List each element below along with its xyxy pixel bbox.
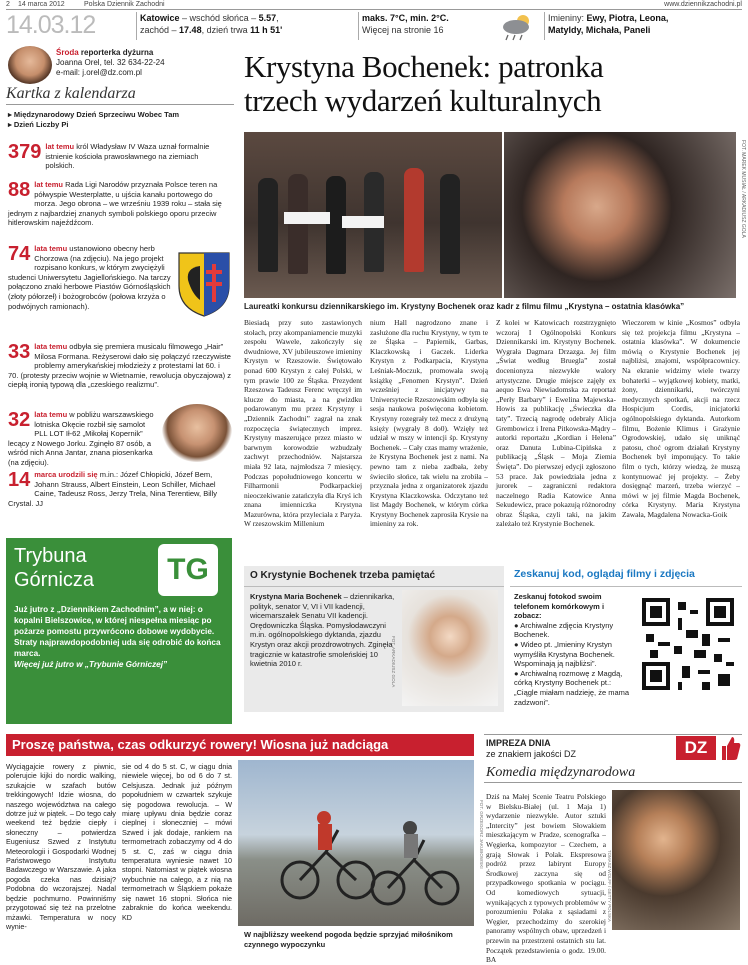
trybuna-box[interactable] xyxy=(6,538,232,724)
chorzow-coat-of-arms xyxy=(176,250,232,318)
trybuna-title: Trybuna Górnicza xyxy=(14,545,95,591)
article-column: Wieczorem w kinie „Kosmos” odbyła się też projekcja filmu „Krystyna – ostatnia klasówka”. W dokumencie mówią o Krystynie Bochenek jej najbliżsi, znajomi, współpracownicy. Na ekranie widzimy wiele twarzy bohaterki – wyjątkowej kobiety, matki, żony, dziennikarki, twórczyni medycznych spotkań, akcji na rzecz Hospicjum Cordis, inicjatorki ogólnopolskiego dyktanda. Autorkom filmu, Bożenie Klimus i Grażynie Ogrodowskiej, udało się uniknąć patosu, choć ogrom działań Krystyny Bochenek był imponujący. To takie film o tych, którzy wiedzą, że muszą kontynuować jej projekty. – Żeby dosięgnąć marzeń, trzeba wierzyć – mówi w jej filmie Magda Bochenek, córka Krystyny. Maria Krystyna Zawała, Magdalena Nowacka-Goik xyxy=(622,318,740,519)
bikes-caption: W najbliższy weekend pogoda będzie sprzyjać miłośnikom czynnego wypoczynku xyxy=(244,930,453,949)
date-big: 14.03.12 xyxy=(6,11,96,39)
namedays: Imieniny: Ewy, Piotra, Leona, Matyldy, Michała, Paneli xyxy=(548,13,669,35)
cloud-rain-icon xyxy=(496,12,538,42)
duty-reporter: Środa reporterka dyżurna Joanna Orel, tel. 32 634-22-24 e-mail: j.orel@dz.com.pl xyxy=(56,48,165,77)
article-column: nium Hall nagrodzono znane i zasłużone dla ruchu Krystyny, w tym te ze Śląska – Papiernik, Garbas, Klaczkowską i Gaczek. Liderka Krystyn z Podkarpacia, Krystyna Leśniak-Moczuk, promowała swoją książkę „Fenomen Krystyn”. Dzień wcześniej z inicjatywy na Uniwersytecie Rzeszowskim odbyła się sesja naukowa poświęcona kobietom. Krystyny rozegrały też mecz z drużyną księży (wygrały 8 do0). Wzięły też udział w mszy w intencji śp. Krystyny Bochenek. – Cały czas mamy wrażenie, że Krystyna Bochenek jest z nami. Na pewno tam z nieba zadbała, żeby świeciło słońce, tak wielu na zrobiła – przyznała jedna z organizatorek zjazdu Krystyna Klaczkowska. Odczytano też list Magdy Bochenek, w którym córka Krystyny Bochenek zaprosiła Krysie na imieniny za rok. xyxy=(370,318,488,529)
qr-title: Zeskanuj kod, oglądaj filmy i zdjęcia xyxy=(514,568,695,580)
film-frame-photo xyxy=(504,132,736,298)
calendar-item: 33 lata temu odbyła się premiera musicalu filmowego „Hair” Milosa Formana. Reżyserowi dało się połączyć rzeczywiste problemy amerykańskiej młodzieży z protestami lat 60. i 70. (protesty przeciw wojnie w Wietnamie, rewolucja obyczajowa) z ciepłą ironią typową dla „czeskiego realizmu”. xyxy=(8,341,232,390)
calendar-item: 32 lata temu w pobliżu warszawskiego lotniska Okęcie rozbił się samolot PLL LOT Ił-62 „Mikołaj Kopernik” lecący z Nowego Jorku. Zginęło 87 osób, a wśród nich Anna Jantar, znana piosenkarka (na zdjęciu). xyxy=(8,409,154,467)
thumbs-up-icon xyxy=(718,734,742,762)
trybuna-logo: TG xyxy=(158,544,218,596)
remember-credit: FOT. ARKADIUSZ GOLA xyxy=(391,636,396,688)
impreza-text: Dziś na Małej Scenie Teatru Polskiego w Bielsku-Białej (ul. 1 Maja 1) wydarzenie niezwykłe. Autor sztuki „Intercity” jest bowiem Słowakiem mieszkającym w Pradze, scenografka – Węgierka, kompozytor – Czechem, a grają Słowak i Polak. Ekspresowa podróż przez labirynt Europy Środkowej zaczyna się od przypadkowego spotkania w pociągu. Od komediowych sytuacji, wynikających z typowych problemów w porozumieniu Polaka z sąsiadami z Węgier, przechodzimy do szerokiej panoramy wspólnych obaw, uprzedzeń i przewin na przestrzeni ostatnich stu lat. Początek przedstawienia o godz. 19.00. BA xyxy=(486,792,606,965)
qr-box xyxy=(510,566,742,712)
reporter-photo xyxy=(8,46,52,84)
impreza-credit: TOMASZ WOLFF / GETTY POLSKA xyxy=(607,850,612,922)
page-date: 14 marca 2012 xyxy=(18,1,65,8)
bikes-credit: FOT. GRZEGORZ JAKUBOWSKI xyxy=(479,800,484,869)
remember-text: Krystyna Maria Bochenek – dziennikarka, polityk, senator V, VI i VII kadencji, wicemarszałek Senatu VII kadencji. Orędowniczka Śląska. Pomysłodawczyni m.in. ogólnopolskiego dyktanda, zjazdu Krystyn oraz akcji prozdrowotnych. Zginęła tragicznie w katastrofie smoleńskiej 10 kwietnia 2010 r. xyxy=(250,592,395,669)
cyclists-photo xyxy=(238,760,474,926)
bikes-column: sie od 4 do 5 st. C, w ciągu dnia niewiele więcej, bo od 6 do 7 st. Celsjusza. Jednak już późnym popołudniem w czwartek szykuje się pogodowa rewolucja. – W miarę upływu dnia będzie coraz cieplnej i słoneczniej – mówi Szwed i jak dodaje, rankiem na termometrach zobaczymy od 4 do 5 st. C, zaś w ciągu dnia temperatura wyniesie nawet 10 stopni. Natomiast w piątek wiosna wybuchnie na całego, a z nią na termometrach w Śląskiem pokaże się nawet 16 stopni. Słońca nie zabraknie do końca weekendu. KD xyxy=(122,762,232,922)
trybuna-text: Już jutro z „Dziennikiem Zachodnim”, a w niej: o kopalni Bielszowice, w której niespełna miesiąc po pożarze pomostu przywrócono dobowe wydobycie. Straty najprawdopodobniej uda się odrobić do końca marca. Więcej już jutro w „Trybunie Górniczej” xyxy=(14,605,221,669)
article-column: Z kolei w Katowicach rozstrzygnięto wczoraj I Ogólnopolski Konkurs Dziennikarski im. Krystyny Bochenek. Wygrała Dagmara Drzazga. Jej film „Świat według Bruegla” został docenionyza niezwykłe walory artystyczne. Drugie miejsce zajęły ex aequo Ewa Niewiadomska za reportaż „Perły Barbary” i Ewelina Majewska-Howis za publikację „Świeczka dla taty”. Trzecią nagrodę odebrały Alicja Grembowicz i Irena Pitkowska-Mądry – autorki reportażu „Kordian i Helena” oraz Danuta Lubina-Cipińska z publikacją „Śląsk – Moja Ziemia Święta”. Do pierwszej edycji zgłoszono 53 prace. Jak powiedziała jedna z jurorek – zagraniczni redaktora naczelnego Radia Katowice Anna Sekudewicz, prace pokazują różnorodny obraz Śląska, czyli taki, na jakim zależało też Krystynie Bochenek. xyxy=(496,318,616,529)
bikes-headline-bar xyxy=(6,734,474,756)
top-bar xyxy=(0,0,748,9)
paper-url[interactable]: www.dziennikzachodni.pl xyxy=(664,1,742,8)
calendar-item: 379 lat temu król Władysław IV Waza uznał formalnie istnienie kościoła prawosławnego na ziemiach polskich. xyxy=(8,141,210,171)
impreza-label: IMPREZA DNIA ze znakiem jakości DZ xyxy=(486,738,577,759)
qr-code[interactable] xyxy=(638,594,738,694)
paper-name: Polska Dziennik Zachodni xyxy=(84,1,165,8)
sun-info: Katowice – wschód słońca – 5.57, zachód – 17.48, dzień trwa 11 h 51' xyxy=(140,13,283,35)
bikes-headline: Proszę państwa, czas odkurzyć rowery! Wiosna już nadciąga xyxy=(12,737,389,752)
bochenek-portrait xyxy=(402,590,498,706)
calendar-days: ▸ Międzynarodowy Dzień Sprzeciwu Wobec Tam ▸ Dzień Liczby Pi xyxy=(8,110,180,129)
calendar-item: 14 marca urodzili się m.in.: Józef Chłopicki, Józef Bem, Johann Strauss, Albert Einstein, Leon Schiller, Michael Caine, Tadeusz Ross, Jerzy Trela, Nina Terentiew, Billy Crystal. JJ xyxy=(8,469,217,508)
calendar-item: 74 lata temu ustanowiono obecny herb Chorzowa (na zdjęciu). Na jego projekt rozpisano konkurs, w którym zwyciężyli studenci Uniwersytetu Jagiellońskiego. Na tarczy połączono znaki herbowe Piastów Górnośląskich (złoty półorzeł) i bożogrobców (połowa krzyża o podwójnych ramionach). xyxy=(8,243,171,311)
bikes-column: Wyciągajcie rowery z piwnic, polerujcie kijki do nordic walking, szukajcie w szafach butów trekkingowych! Idzie wiosna, do naszego województwa na całego dotrze już w piątek. – Do tego cały weekend też będzie ciepły i słoneczny – potwierdza Eugeniusz Szwed z Instytutu Meteorologii i Gospodarki Wodnej Państwowego Instytutu Badawczego w Warszawie. A jaka pogoda czeka nas dzisiaj? Podobna do wczorajszej. Nadal będzie pochmurno. Powinniśmy przygotować się też na przelotne mżawki. Temperatura w nocy wynie- xyxy=(6,762,116,931)
page-number: 2 xyxy=(6,1,10,8)
anna-jantar-photo xyxy=(162,404,232,462)
main-headline: Krystyna Bochenek: patronka trzech wydarzeń kulturalnych xyxy=(244,49,604,118)
calendar-item: 88 lat temu Rada Ligi Narodów przyznała Polsce teren na półwyspie Westerplatte, u ujścia kanału portowego do morza. Jego obrona – we wrześniu 1939 roku – stała się jednym z najbardziej znanych symboli polskiego oporu przeciw hitlerowskim najeźdźcom. xyxy=(8,179,222,228)
weather-info: maks. 7°C, min. 2°C. Więcej na stronie 16 xyxy=(362,13,449,35)
dz-logo: DZ xyxy=(676,736,716,760)
remember-box xyxy=(244,566,504,712)
article-column: Biesiadą przy suto zastawionych stołach, przy akompaniamencie muzyki zespołu Wawele, zakończyły się dwudniowe, XV jubileuszowe imieniny Krystyn w Rzeszowie. Świętowało ponad 600 Krystyn z całej Polski, w tym prawie 100 ze Śląska. Prezydent Rzeszowa Tadeusz Ferenc wręczył im klucze do miasta, a na gwizdku podarowanym mu przez Krystyny i „Dziennik Zachodni” zagrał na znak rozpoczęcia świątecznych imprez. Krystyny maszerujące przez miasto w barwnym korowodzie wzbudzały zachwyt przechodniów. Najstarsza miała 92 lata, najmłodsza 7 miesięcy. Podczas popołudniowego koncertu w Filharmonii Podkarpackiej nieoczekiwanie zatańczyła dla Kryś ich znana imienniczka Krystyna Mazurówna, która przyleciała z Paryża. W rzeszowskim Millenium xyxy=(244,318,362,529)
main-caption: Laureatki konkursu dziennikarskiego im. Krystyny Bochenek oraz kadr z filmu filmu „Krystyna – ostatnia klasówka” xyxy=(244,302,685,311)
impreza-title: Komedia międzynarodowa xyxy=(486,765,636,780)
photo-credit: FOT. MAREK MUSIAŁ / ARKADIUSZ GOLA xyxy=(740,140,746,238)
calendar-title: Kartka z kalendarza xyxy=(6,85,136,102)
theatre-photo xyxy=(612,790,740,930)
laureates-photo xyxy=(244,132,502,298)
qr-text: Zeskanuj fotokod swoim telefonem komórkowym i zobacz: ● Archiwalne zdjęcia Krystyny Bochenek. ● Wideo pt. „Imieniny Krystyn wymyśliła Krystyna Bochenek. Wspominają ją najbliżsi”. ● Archiwalną rozmowę z Magdą, córką Krystyny Bochenek pt.: „Ciągle miałam nadzieję, że mama zadzwoni”. xyxy=(514,592,630,707)
remember-title: O Krystynie Bochenek trzeba pamiętać xyxy=(250,570,436,581)
